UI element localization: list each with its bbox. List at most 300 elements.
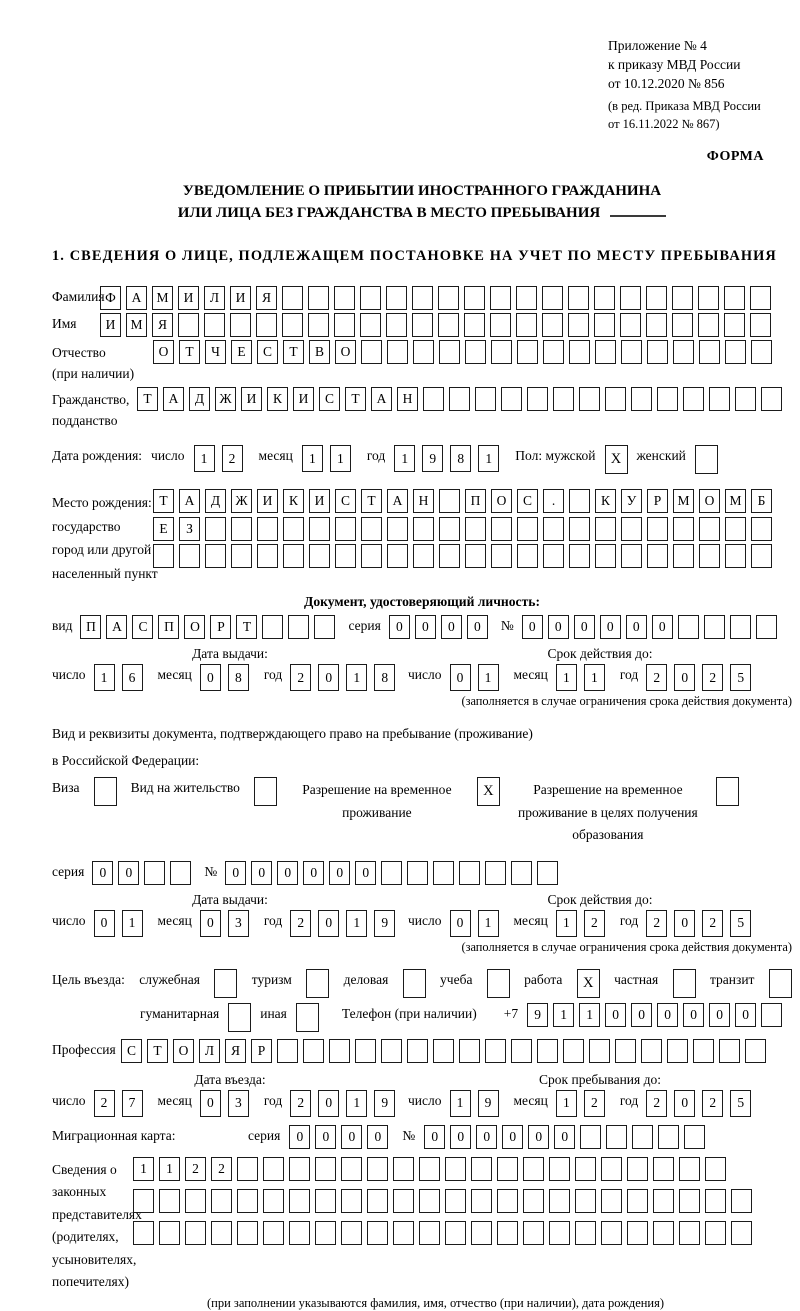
char-cell[interactable]: 8 — [228, 664, 249, 691]
char-cell[interactable]: 2 — [185, 1157, 206, 1181]
char-cell[interactable]: 1 — [556, 910, 577, 937]
char-cell[interactable]: Т — [147, 1039, 168, 1063]
char-cell[interactable]: 0 — [709, 1003, 730, 1027]
char-cell[interactable] — [523, 1221, 544, 1245]
char-cell[interactable]: 1 — [394, 445, 415, 472]
char-cell[interactable] — [735, 387, 756, 411]
char-cell[interactable] — [386, 313, 407, 337]
char-cell[interactable]: 2 — [646, 910, 667, 937]
char-cell[interactable] — [205, 517, 226, 541]
char-cell[interactable] — [549, 1221, 570, 1245]
residence-permit-checkbox[interactable] — [254, 777, 277, 806]
char-cell[interactable]: Т — [361, 489, 382, 513]
char-cell[interactable] — [569, 544, 590, 568]
char-cell[interactable] — [491, 544, 512, 568]
char-cell[interactable] — [679, 1157, 700, 1181]
char-cell[interactable]: 2 — [290, 1090, 311, 1117]
char-cell[interactable] — [725, 340, 746, 364]
char-cell[interactable] — [673, 517, 694, 541]
char-cell[interactable] — [553, 387, 574, 411]
char-cell[interactable] — [423, 387, 444, 411]
char-cell[interactable]: 1 — [194, 445, 215, 472]
char-cell[interactable] — [387, 340, 408, 364]
char-cell[interactable] — [699, 517, 720, 541]
char-cell[interactable]: 1 — [556, 664, 577, 691]
char-cell[interactable] — [439, 489, 460, 513]
char-cell[interactable] — [282, 313, 303, 337]
char-cell[interactable] — [361, 517, 382, 541]
char-cell[interactable]: И — [309, 489, 330, 513]
char-cell[interactable]: 0 — [674, 1090, 695, 1117]
char-cell[interactable]: 0 — [467, 615, 488, 639]
char-cell[interactable]: В — [309, 340, 330, 364]
char-cell[interactable] — [761, 387, 782, 411]
char-cell[interactable]: М — [673, 489, 694, 513]
char-cell[interactable]: 9 — [527, 1003, 548, 1027]
char-cell[interactable]: 0 — [415, 615, 436, 639]
char-cell[interactable]: 0 — [200, 1090, 221, 1117]
char-cell[interactable] — [511, 861, 532, 885]
char-cell[interactable]: 0 — [554, 1125, 575, 1149]
char-cell[interactable] — [569, 340, 590, 364]
char-cell[interactable] — [308, 313, 329, 337]
char-cell[interactable]: К — [267, 387, 288, 411]
char-cell[interactable] — [419, 1221, 440, 1245]
char-cell[interactable]: 0 — [92, 861, 113, 885]
char-cell[interactable]: С — [132, 615, 153, 639]
char-cell[interactable]: 0 — [355, 861, 376, 885]
char-cell[interactable] — [601, 1189, 622, 1213]
char-cell[interactable] — [575, 1221, 596, 1245]
char-cell[interactable] — [705, 1157, 726, 1181]
char-cell[interactable] — [756, 615, 777, 639]
char-cell[interactable] — [237, 1157, 258, 1181]
char-cell[interactable]: 0 — [303, 861, 324, 885]
char-cell[interactable]: О — [335, 340, 356, 364]
char-cell[interactable] — [178, 313, 199, 337]
char-cell[interactable] — [725, 544, 746, 568]
char-cell[interactable]: О — [173, 1039, 194, 1063]
char-cell[interactable] — [407, 861, 428, 885]
char-cell[interactable]: 6 — [122, 664, 143, 691]
char-cell[interactable] — [594, 313, 615, 337]
purpose-official-checkbox[interactable] — [214, 969, 237, 998]
char-cell[interactable] — [445, 1157, 466, 1181]
char-cell[interactable] — [751, 544, 772, 568]
char-cell[interactable]: Л — [204, 286, 225, 310]
char-cell[interactable] — [523, 1189, 544, 1213]
purpose-other-checkbox[interactable] — [296, 1003, 319, 1032]
char-cell[interactable] — [230, 313, 251, 337]
char-cell[interactable] — [705, 1189, 726, 1213]
char-cell[interactable] — [580, 1125, 601, 1149]
char-cell[interactable] — [679, 1221, 700, 1245]
purpose-humanitarian-checkbox[interactable] — [228, 1003, 251, 1032]
char-cell[interactable] — [731, 1189, 752, 1213]
char-cell[interactable]: 0 — [605, 1003, 626, 1027]
char-cell[interactable]: К — [595, 489, 616, 513]
char-cell[interactable] — [698, 313, 719, 337]
char-cell[interactable]: С — [335, 489, 356, 513]
char-cell[interactable]: 0 — [118, 861, 139, 885]
char-cell[interactable] — [439, 544, 460, 568]
char-cell[interactable]: Ж — [215, 387, 236, 411]
char-cell[interactable] — [594, 286, 615, 310]
char-cell[interactable]: 0 — [600, 615, 621, 639]
char-cell[interactable]: Р — [251, 1039, 272, 1063]
char-cell[interactable]: 0 — [200, 664, 221, 691]
char-cell[interactable]: 0 — [318, 664, 339, 691]
char-cell[interactable] — [144, 861, 165, 885]
char-cell[interactable]: 3 — [228, 1090, 249, 1117]
char-cell[interactable] — [387, 517, 408, 541]
char-cell[interactable] — [485, 861, 506, 885]
char-cell[interactable] — [381, 861, 402, 885]
char-cell[interactable]: 8 — [374, 664, 395, 691]
char-cell[interactable]: 0 — [225, 861, 246, 885]
char-cell[interactable] — [699, 340, 720, 364]
char-cell[interactable]: Ж — [231, 489, 252, 513]
char-cell[interactable] — [282, 286, 303, 310]
char-cell[interactable]: А — [126, 286, 147, 310]
char-cell[interactable] — [386, 286, 407, 310]
char-cell[interactable] — [705, 1221, 726, 1245]
char-cell[interactable]: Н — [397, 387, 418, 411]
char-cell[interactable] — [360, 286, 381, 310]
char-cell[interactable] — [412, 313, 433, 337]
char-cell[interactable] — [438, 313, 459, 337]
char-cell[interactable]: 0 — [277, 861, 298, 885]
char-cell[interactable]: А — [163, 387, 184, 411]
char-cell[interactable]: 1 — [302, 445, 323, 472]
char-cell[interactable]: 0 — [631, 1003, 652, 1027]
char-cell[interactable] — [413, 517, 434, 541]
char-cell[interactable]: З — [179, 517, 200, 541]
char-cell[interactable]: Т — [179, 340, 200, 364]
char-cell[interactable]: 0 — [450, 910, 471, 937]
char-cell[interactable] — [646, 313, 667, 337]
edu-permit-checkbox[interactable] — [716, 777, 739, 806]
char-cell[interactable]: 3 — [228, 910, 249, 937]
char-cell[interactable]: 1 — [346, 910, 367, 937]
char-cell[interactable]: С — [121, 1039, 142, 1063]
char-cell[interactable] — [334, 313, 355, 337]
char-cell[interactable] — [471, 1221, 492, 1245]
char-cell[interactable]: 0 — [424, 1125, 445, 1149]
char-cell[interactable] — [231, 544, 252, 568]
char-cell[interactable]: С — [319, 387, 340, 411]
char-cell[interactable] — [606, 1125, 627, 1149]
char-cell[interactable] — [465, 517, 486, 541]
char-cell[interactable] — [387, 544, 408, 568]
char-cell[interactable] — [153, 544, 174, 568]
char-cell[interactable]: И — [241, 387, 262, 411]
char-cell[interactable] — [459, 861, 480, 885]
char-cell[interactable] — [684, 1125, 705, 1149]
char-cell[interactable]: 1 — [122, 910, 143, 937]
char-cell[interactable]: 1 — [553, 1003, 574, 1027]
char-cell[interactable] — [433, 861, 454, 885]
char-cell[interactable] — [595, 517, 616, 541]
char-cell[interactable] — [549, 1157, 570, 1181]
char-cell[interactable] — [653, 1157, 674, 1181]
char-cell[interactable] — [204, 313, 225, 337]
char-cell[interactable] — [750, 286, 771, 310]
char-cell[interactable] — [289, 1157, 310, 1181]
char-cell[interactable]: 0 — [522, 615, 543, 639]
char-cell[interactable] — [678, 615, 699, 639]
char-cell[interactable]: И — [100, 313, 121, 337]
char-cell[interactable] — [543, 340, 564, 364]
char-cell[interactable] — [205, 544, 226, 568]
purpose-work-checkbox[interactable]: X — [577, 969, 600, 998]
char-cell[interactable] — [237, 1189, 258, 1213]
char-cell[interactable]: Т — [137, 387, 158, 411]
char-cell[interactable]: 5 — [730, 664, 751, 691]
char-cell[interactable] — [621, 340, 642, 364]
char-cell[interactable] — [367, 1189, 388, 1213]
char-cell[interactable] — [647, 517, 668, 541]
char-cell[interactable]: Т — [345, 387, 366, 411]
char-cell[interactable] — [329, 1039, 350, 1063]
char-cell[interactable]: 1 — [478, 664, 499, 691]
char-cell[interactable]: 8 — [450, 445, 471, 472]
char-cell[interactable] — [445, 1221, 466, 1245]
char-cell[interactable]: 1 — [159, 1157, 180, 1181]
char-cell[interactable]: С — [517, 489, 538, 513]
char-cell[interactable] — [601, 1157, 622, 1181]
char-cell[interactable] — [211, 1189, 232, 1213]
char-cell[interactable]: П — [80, 615, 101, 639]
char-cell[interactable]: П — [158, 615, 179, 639]
char-cell[interactable]: И — [178, 286, 199, 310]
temp-permit-checkbox[interactable]: X — [477, 777, 500, 806]
char-cell[interactable] — [542, 313, 563, 337]
char-cell[interactable] — [657, 387, 678, 411]
purpose-study-checkbox[interactable] — [487, 969, 510, 998]
char-cell[interactable]: 0 — [574, 615, 595, 639]
char-cell[interactable]: 2 — [584, 910, 605, 937]
purpose-business-checkbox[interactable] — [403, 969, 426, 998]
char-cell[interactable] — [277, 1039, 298, 1063]
char-cell[interactable] — [627, 1221, 648, 1245]
char-cell[interactable] — [517, 517, 538, 541]
char-cell[interactable]: Д — [205, 489, 226, 513]
char-cell[interactable]: Ч — [205, 340, 226, 364]
char-cell[interactable]: 1 — [346, 1090, 367, 1117]
char-cell[interactable]: 1 — [133, 1157, 154, 1181]
char-cell[interactable] — [667, 1039, 688, 1063]
char-cell[interactable]: 0 — [476, 1125, 497, 1149]
char-cell[interactable]: И — [293, 387, 314, 411]
char-cell[interactable] — [263, 1189, 284, 1213]
char-cell[interactable]: Л — [199, 1039, 220, 1063]
char-cell[interactable]: 0 — [329, 861, 350, 885]
char-cell[interactable] — [699, 544, 720, 568]
char-cell[interactable] — [471, 1157, 492, 1181]
char-cell[interactable]: Ф — [100, 286, 121, 310]
char-cell[interactable]: 2 — [290, 910, 311, 937]
char-cell[interactable] — [465, 544, 486, 568]
char-cell[interactable]: 0 — [367, 1125, 388, 1149]
char-cell[interactable] — [283, 517, 304, 541]
char-cell[interactable] — [341, 1189, 362, 1213]
char-cell[interactable]: К — [283, 489, 304, 513]
char-cell[interactable]: 2 — [646, 664, 667, 691]
char-cell[interactable] — [568, 286, 589, 310]
char-cell[interactable] — [381, 1039, 402, 1063]
char-cell[interactable] — [367, 1157, 388, 1181]
char-cell[interactable] — [341, 1157, 362, 1181]
char-cell[interactable] — [672, 286, 693, 310]
char-cell[interactable]: 5 — [730, 910, 751, 937]
char-cell[interactable] — [159, 1189, 180, 1213]
char-cell[interactable] — [433, 1039, 454, 1063]
char-cell[interactable]: Т — [153, 489, 174, 513]
sex-male-checkbox[interactable]: X — [605, 445, 628, 474]
char-cell[interactable] — [516, 286, 537, 310]
char-cell[interactable] — [257, 544, 278, 568]
visa-checkbox[interactable] — [94, 777, 117, 806]
char-cell[interactable]: Д — [189, 387, 210, 411]
char-cell[interactable] — [511, 1039, 532, 1063]
char-cell[interactable] — [315, 1157, 336, 1181]
char-cell[interactable] — [263, 1221, 284, 1245]
char-cell[interactable] — [133, 1189, 154, 1213]
char-cell[interactable] — [419, 1157, 440, 1181]
char-cell[interactable] — [709, 387, 730, 411]
char-cell[interactable]: У — [621, 489, 642, 513]
char-cell[interactable]: 2 — [211, 1157, 232, 1181]
char-cell[interactable] — [491, 517, 512, 541]
purpose-private-checkbox[interactable] — [673, 969, 696, 998]
char-cell[interactable]: Е — [231, 340, 252, 364]
char-cell[interactable] — [439, 340, 460, 364]
char-cell[interactable]: 0 — [548, 615, 569, 639]
char-cell[interactable] — [517, 544, 538, 568]
char-cell[interactable] — [641, 1039, 662, 1063]
char-cell[interactable] — [575, 1189, 596, 1213]
char-cell[interactable] — [730, 615, 751, 639]
char-cell[interactable] — [449, 387, 470, 411]
char-cell[interactable] — [393, 1157, 414, 1181]
char-cell[interactable] — [309, 544, 330, 568]
char-cell[interactable] — [601, 1221, 622, 1245]
char-cell[interactable]: Р — [210, 615, 231, 639]
char-cell[interactable]: 0 — [318, 1090, 339, 1117]
purpose-transit-checkbox[interactable] — [769, 969, 792, 998]
char-cell[interactable]: Т — [283, 340, 304, 364]
char-cell[interactable]: 1 — [478, 445, 499, 472]
char-cell[interactable]: 2 — [222, 445, 243, 472]
char-cell[interactable]: 0 — [657, 1003, 678, 1027]
char-cell[interactable]: 0 — [502, 1125, 523, 1149]
char-cell[interactable] — [646, 286, 667, 310]
char-cell[interactable] — [627, 1157, 648, 1181]
char-cell[interactable]: 0 — [251, 861, 272, 885]
char-cell[interactable]: Т — [236, 615, 257, 639]
char-cell[interactable] — [465, 340, 486, 364]
char-cell[interactable] — [393, 1189, 414, 1213]
char-cell[interactable]: Я — [152, 313, 173, 337]
char-cell[interactable] — [575, 1157, 596, 1181]
char-cell[interactable] — [542, 286, 563, 310]
char-cell[interactable] — [257, 517, 278, 541]
char-cell[interactable]: 2 — [584, 1090, 605, 1117]
char-cell[interactable] — [673, 544, 694, 568]
char-cell[interactable]: 1 — [346, 664, 367, 691]
char-cell[interactable]: 9 — [374, 1090, 395, 1117]
char-cell[interactable]: Я — [225, 1039, 246, 1063]
char-cell[interactable] — [620, 286, 641, 310]
char-cell[interactable] — [288, 615, 309, 639]
char-cell[interactable] — [679, 1189, 700, 1213]
char-cell[interactable] — [761, 1003, 782, 1027]
char-cell[interactable]: 1 — [584, 664, 605, 691]
char-cell[interactable] — [595, 340, 616, 364]
char-cell[interactable] — [485, 1039, 506, 1063]
char-cell[interactable] — [621, 517, 642, 541]
char-cell[interactable] — [289, 1189, 310, 1213]
char-cell[interactable]: 0 — [341, 1125, 362, 1149]
char-cell[interactable] — [595, 544, 616, 568]
char-cell[interactable] — [308, 286, 329, 310]
char-cell[interactable]: И — [257, 489, 278, 513]
char-cell[interactable]: 1 — [330, 445, 351, 472]
char-cell[interactable]: 9 — [374, 910, 395, 937]
char-cell[interactable] — [211, 1221, 232, 1245]
char-cell[interactable] — [262, 615, 283, 639]
char-cell[interactable]: С — [257, 340, 278, 364]
char-cell[interactable] — [419, 1189, 440, 1213]
char-cell[interactable] — [315, 1189, 336, 1213]
char-cell[interactable] — [537, 861, 558, 885]
char-cell[interactable] — [658, 1125, 679, 1149]
char-cell[interactable]: 0 — [200, 910, 221, 937]
purpose-tourism-checkbox[interactable] — [306, 969, 329, 998]
char-cell[interactable]: 0 — [318, 910, 339, 937]
char-cell[interactable] — [413, 340, 434, 364]
char-cell[interactable] — [334, 286, 355, 310]
char-cell[interactable]: О — [184, 615, 205, 639]
char-cell[interactable]: Н — [413, 489, 434, 513]
char-cell[interactable] — [464, 286, 485, 310]
char-cell[interactable] — [543, 517, 564, 541]
char-cell[interactable] — [445, 1189, 466, 1213]
char-cell[interactable] — [693, 1039, 714, 1063]
char-cell[interactable] — [632, 1125, 653, 1149]
char-cell[interactable] — [543, 544, 564, 568]
char-cell[interactable] — [724, 286, 745, 310]
char-cell[interactable] — [497, 1189, 518, 1213]
char-cell[interactable] — [672, 313, 693, 337]
char-cell[interactable]: 0 — [626, 615, 647, 639]
char-cell[interactable] — [283, 544, 304, 568]
char-cell[interactable] — [341, 1221, 362, 1245]
char-cell[interactable] — [620, 313, 641, 337]
char-cell[interactable] — [475, 387, 496, 411]
char-cell[interactable] — [491, 340, 512, 364]
char-cell[interactable]: А — [387, 489, 408, 513]
char-cell[interactable] — [490, 313, 511, 337]
char-cell[interactable]: А — [371, 387, 392, 411]
char-cell[interactable]: И — [230, 286, 251, 310]
char-cell[interactable]: 2 — [702, 664, 723, 691]
char-cell[interactable]: О — [491, 489, 512, 513]
char-cell[interactable] — [621, 544, 642, 568]
char-cell[interactable] — [549, 1189, 570, 1213]
char-cell[interactable]: 9 — [478, 1090, 499, 1117]
